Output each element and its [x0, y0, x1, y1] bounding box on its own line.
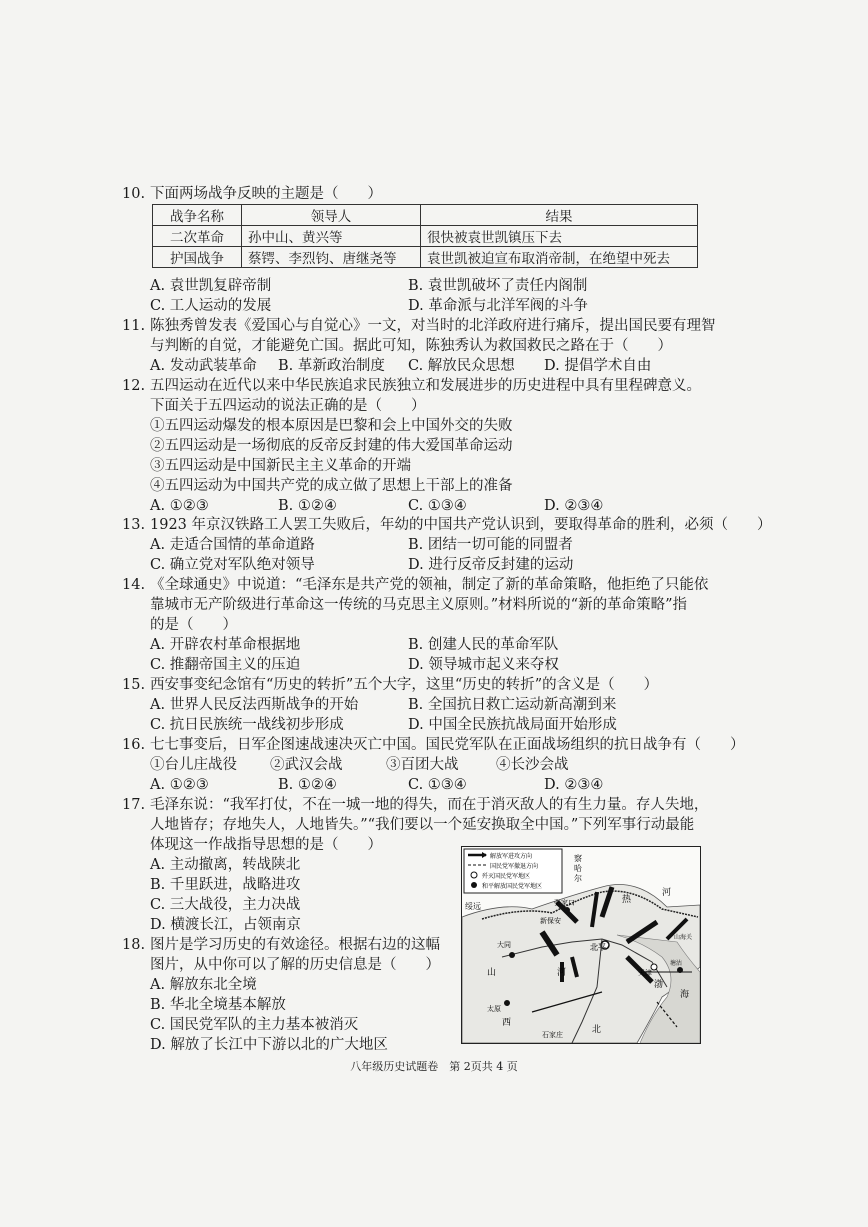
- option-b: B. ①②④: [278, 498, 337, 514]
- svg-text:张家口: 张家口: [554, 899, 575, 907]
- svg-text:太原: 太原: [487, 1005, 501, 1013]
- question-10: [122, 184, 382, 204]
- svg-text:尔: 尔: [574, 874, 582, 883]
- svg-text:绥远: 绥远: [465, 902, 481, 911]
- table-cell: 二次革命: [153, 226, 242, 247]
- option-c: C. 解放民众思想: [408, 358, 515, 374]
- svg-text:热: 热: [622, 895, 632, 905]
- statement-item: ④五四运动为中国共产党的成立做了思想上干部上的准备: [150, 478, 513, 494]
- question-stem-line: 与判断的自觉，才能避免亡国。据此可知，陈独秀认为救国救民之路在于（ ）: [150, 338, 672, 354]
- table-cell: 袁世凯被迫宣布取消帝制，在绝望中死去: [421, 247, 698, 268]
- question-number: 15.: [122, 677, 146, 693]
- option-d: D. 中国全民族抗战局面开始形成: [408, 717, 617, 733]
- svg-text:北: 北: [592, 1025, 602, 1035]
- table-cell: 孙中山、黄兴等: [242, 226, 421, 247]
- option-a: A. 发动武装革命: [150, 358, 257, 374]
- table-row: [153, 226, 698, 247]
- option-b: B. 革新政治制度: [278, 358, 385, 374]
- option-d: D. 领导城市起义来夺权: [408, 657, 559, 673]
- option-c: C. 国民党军队的主力基本被消灭: [150, 1017, 359, 1033]
- question-stem: 西安事变纪念馆有“历史的转折”五个大字，这里“历史的转折”的含义是（ ）: [150, 677, 659, 693]
- question-13: [122, 515, 772, 535]
- tanggu-marker: [677, 967, 683, 973]
- question-number: 11.: [122, 318, 146, 334]
- svg-text:和平解放国民党军地区: 和平解放国民党军地区: [482, 883, 543, 890]
- question-stem: 1923 年京汉铁路工人罢工失败后，年幼的中国共产党认识到，要取得革命的胜利，必须（ ）: [150, 517, 772, 533]
- map-drawing: [462, 847, 700, 1043]
- question-stem-line: 图片，从中你可以了解的历史信息是（ ）: [150, 957, 440, 973]
- option-d: D. ②③④: [544, 777, 604, 793]
- question-17: [122, 795, 708, 815]
- svg-text:国民党军撤退方向: 国民党军撤退方向: [490, 863, 539, 870]
- question-stem-line: 五四运动在近代以来中华民族追求民族独立和发展进步的历史进程中具有里程碑意义。: [150, 378, 701, 394]
- svg-text:大同: 大同: [497, 941, 511, 949]
- option-c: C. ①③④: [408, 498, 467, 514]
- option-c: C. 确立党对军队绝对领导: [150, 557, 315, 573]
- option-a: A. 解放东北全境: [150, 977, 257, 993]
- question-stem-line: 下面关于五四运动的说法正确的是（ ）: [150, 398, 426, 414]
- statement-item: ①台儿庄战役: [150, 757, 237, 773]
- question-number: 18.: [122, 937, 146, 953]
- statement-item: ④长沙会战: [496, 757, 569, 773]
- svg-text:石家庄: 石家庄: [542, 1031, 563, 1039]
- pingjin-campaign-map: [461, 846, 701, 1044]
- option-b: B. 千里跃进，战略进攻: [150, 877, 301, 893]
- table-cell: 蔡锷、李烈钧、唐继尧等: [242, 247, 421, 268]
- question-number: 10.: [122, 186, 146, 202]
- wars-table: [152, 204, 698, 268]
- peaceful-liberation-icon: [471, 882, 477, 888]
- question-stem-line: 图片是学习历史的有效途径。根据右边的这幅: [150, 937, 440, 953]
- question-18: [122, 935, 440, 955]
- question-stem-line: 体现这一作战指导思想的是（ ）: [150, 837, 382, 853]
- option-b: B. 华北全境基本解放: [150, 997, 286, 1013]
- question-number: 13.: [122, 517, 146, 533]
- question-11: [122, 316, 716, 336]
- question-stem-line: 毛泽东说：“我军打仗，不在一城一地的得失，而在于消灭敌人的有生力量。存人失地，: [150, 797, 709, 813]
- option-b: B. 全国抗日救亡运动新高潮到来: [408, 697, 617, 713]
- option-d: D. 提倡学术自由: [544, 358, 652, 374]
- svg-text:哈: 哈: [574, 864, 582, 873]
- statement-item: ①五四运动爆发的根本原因是巴黎和会上中国外交的失败: [150, 418, 513, 434]
- option-a: A. 主动撤离，转战陕北: [150, 857, 301, 873]
- question-stem: 七七事变后，日军企图速战速决灭亡中国。国民党军队在正面战场组织的抗日战争有（ ）: [150, 737, 745, 753]
- question-stem-line: 靠城市无产阶级进行革命这一传统的马克思主义原则。”材料所说的“新的革命策略”指: [150, 597, 687, 613]
- svg-text:察: 察: [574, 854, 582, 863]
- svg-text:天津: 天津: [638, 969, 652, 977]
- svg-text:北平: 北平: [590, 943, 606, 952]
- question-stem-line: 《全球通史》中说道：“毛泽东是共产党的领袖，制定了新的革命策略，他拒绝了只能依: [150, 577, 709, 593]
- option-d: D. ②③④: [544, 498, 604, 514]
- option-b: B. 创建人民的革命军队: [408, 637, 559, 653]
- question-stem-line: 人地皆存；存地失人，人地皆失。”“我们要以一个延安换取全中国。”下列军事行动最能: [150, 817, 695, 833]
- question-15: [122, 675, 658, 695]
- statement-item: ②武汉会战: [270, 757, 343, 773]
- option-d: D. 革命派与北洋军阀的斗争: [408, 298, 588, 314]
- svg-text:河: 河: [662, 888, 672, 898]
- option-a: A. ①②③: [150, 777, 209, 793]
- question-stem-line: 陈独秀曾发表《爱国心与自觉心》一文，对当时的北洋政府进行痛斥，提出国民要有理智: [150, 318, 716, 334]
- option-d: D. 解放了长江中下游以北的广大地区: [150, 1037, 388, 1053]
- svg-text:渤: 渤: [654, 980, 664, 990]
- question-number: 17.: [122, 797, 146, 813]
- table-header: 战争名称: [153, 205, 242, 226]
- option-c: C. 抗日民族统一战线初步形成: [150, 717, 344, 733]
- option-a: A. 走适合国情的革命道路: [150, 537, 315, 553]
- option-c: C. 工人运动的发展: [150, 298, 272, 314]
- question-stem-line: 的是（ ）: [150, 617, 237, 633]
- table-header: 结果: [421, 205, 698, 226]
- option-a: A. 开辟农村革命根据地: [150, 637, 301, 653]
- table-header: 领导人: [242, 205, 421, 226]
- option-b: B. 袁世凯破坏了责任内阁制: [408, 278, 588, 294]
- option-a: A. ①②③: [150, 498, 209, 514]
- option-c: C. 三大战役，主力决战: [150, 897, 301, 913]
- svg-text:解放军进攻方向: 解放军进攻方向: [490, 853, 533, 860]
- question-14: [122, 575, 708, 595]
- option-c: C. ①③④: [408, 777, 467, 793]
- option-c: C. 推翻帝国主义的压迫: [150, 657, 301, 673]
- svg-text:塘沽: 塘沽: [670, 960, 683, 967]
- table-row: [153, 247, 698, 268]
- taiyuan-marker: [504, 1000, 510, 1006]
- option-b: B. ①②④: [278, 777, 337, 793]
- table-cell: 很快被袁世凯镇压下去: [421, 226, 698, 247]
- svg-text:西: 西: [502, 1018, 512, 1028]
- zhangjiakou-marker: [564, 907, 570, 913]
- svg-text:新保安: 新保安: [540, 917, 561, 925]
- statement-item: ③五四运动是中国新民主主义革命的开端: [150, 458, 411, 474]
- datong-marker: [509, 952, 515, 958]
- question-12: [122, 376, 701, 396]
- page-footer: 八年级历史试题卷 第 2页共 4 页: [350, 1060, 518, 1073]
- svg-text:山: 山: [487, 968, 497, 978]
- option-a: A. 世界人民反法西斯战争的开始: [150, 697, 359, 713]
- table-header-row: [153, 205, 698, 226]
- option-d: D. 进行反帝反封建的运动: [408, 557, 574, 573]
- statement-item: ③百团大战: [386, 757, 459, 773]
- question-16: [122, 735, 745, 755]
- svg-text:河: 河: [557, 968, 567, 978]
- svg-text:歼灭国民党军地区: 歼灭国民党军地区: [482, 873, 531, 880]
- question-number: 12.: [122, 378, 146, 394]
- svg-text:山海关: 山海关: [674, 934, 693, 941]
- question-stem: 下面两场战争反映的主题是（ ）: [150, 186, 382, 202]
- statement-item: ②五四运动是一场彻底的反帝反封建的伟大爱国革命运动: [150, 438, 513, 454]
- table-cell: 护国战争: [153, 247, 242, 268]
- option-a: A. 袁世凯复辟帝制: [150, 278, 272, 294]
- option-d: D. 横渡长江，占领南京: [150, 917, 301, 933]
- question-number: 16.: [122, 737, 146, 753]
- option-b: B. 团结一切可能的同盟者: [408, 537, 573, 553]
- svg-text:海: 海: [680, 990, 690, 1000]
- question-number: 14.: [122, 577, 146, 593]
